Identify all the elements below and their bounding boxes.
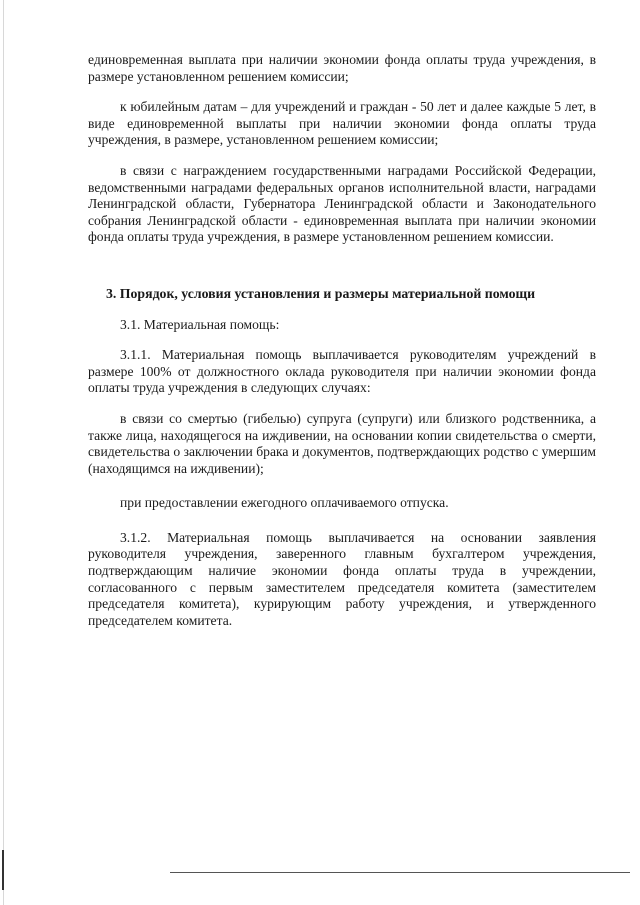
page-bottom-line xyxy=(170,872,630,873)
paragraph-3-1: 3.1. Материальная помощь: xyxy=(120,316,280,332)
section-heading: 3. Порядок, условия установления и размеры материальной помощи xyxy=(106,285,536,301)
scan-edge-mark xyxy=(2,850,4,890)
paragraph-3-1-1: 3.1.1. Материальная помощь выплачивается руководителям учреждений в размере 100% от должностного оклада руководителя при наличии экономии фонда оплаты труда учреждения в следующих случаях: xyxy=(88,347,596,396)
paragraph-awards: в связи с награждением государственными наградами Российской Федерации, ведомственными наградами федеральных органов исполнительной власти, наградами Ленинградской области, Губернатора Ленинградской области и Законодательного собрания Ленинградской области - единовременная выплата при наличии экономии фонда оплаты труда учреждения, в размере установленном решением комиссии. xyxy=(88,162,596,245)
paragraph-death-case: в связи со смертью (гибелью) супруга (супруги) или близкого родственника, а также лица, находящегося на иждивении, на основании копии свидетельства о смерти, свидетельства о заключении брака и документов, подтверждающих родство с умершим (находящимся на иждивении); xyxy=(88,410,596,476)
paragraph-3-1-2: 3.1.2. Материальная помощь выплачивается на основании заявления руководителя учреждения, заверенного главным бухгалтером учреждения, подтверждающим наличие экономии фонда оплаты труда в учреждении, согласованного с первым заместителем председателя комитета (заместителем председателя комитета), курирующим работу учреждения, и утвержденного председателем комитета. xyxy=(88,529,596,628)
document-body xyxy=(88,52,596,629)
paragraph-one-time-payment: единовременная выплата при наличии экономии фонда оплаты труда учреждения, в размере установленном решением комиссии; xyxy=(88,52,596,84)
scan-edge-line xyxy=(3,0,4,905)
paragraph-anniversary: к юбилейным датам – для учреждений и граждан - 50 лет и далее каждые 5 лет, в виде единовременной выплаты при наличии экономии фонда оплаты труда учреждения, в размере, установленном решением комиссии; xyxy=(88,99,596,148)
paragraph-vacation-case: при предоставлении ежегодного оплачиваемого отпуска. xyxy=(120,495,449,511)
